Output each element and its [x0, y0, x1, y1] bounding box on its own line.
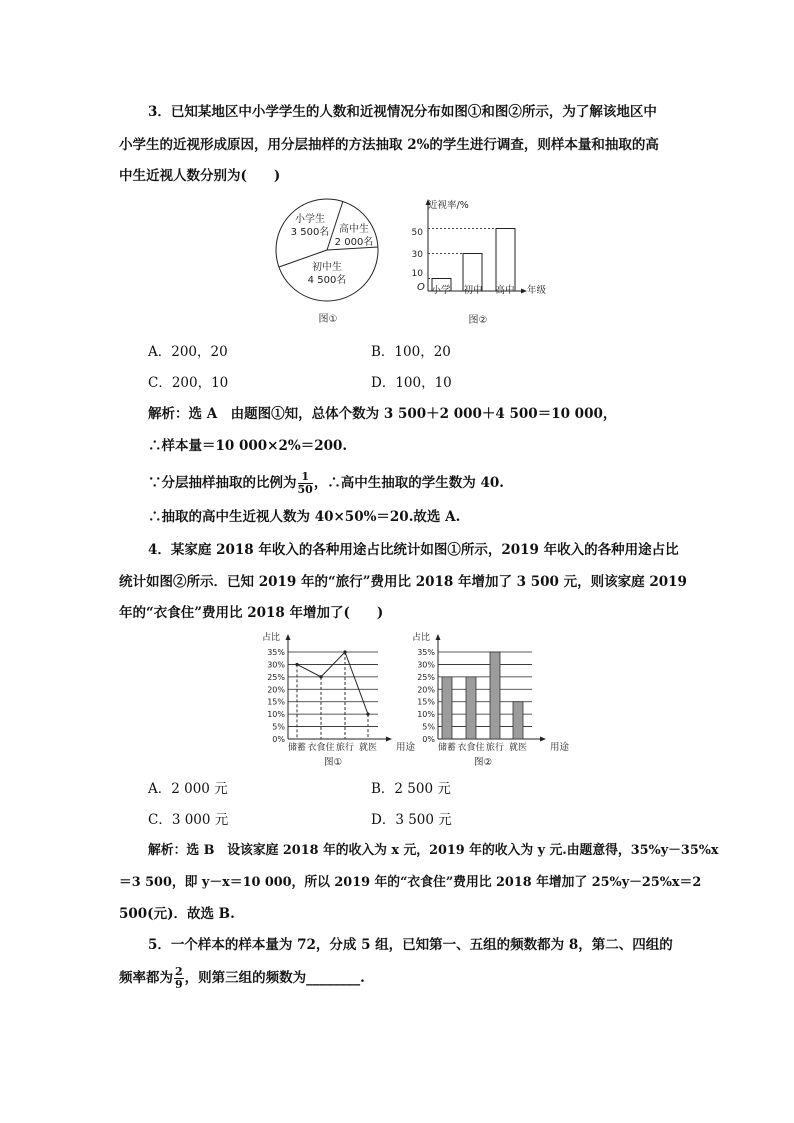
q3-tick-label: 50	[411, 228, 423, 238]
tick-label: 25%	[267, 672, 285, 682]
y-axis-label: 近视率/%	[428, 200, 469, 211]
category-label: 储蓄	[437, 743, 457, 753]
q4-line2: 统计如图②所示．已知 2019 年的“旅行”费用比 2018 年增加了 3 500 元，则该家庭 2019	[119, 574, 687, 590]
q4-option-b: B．2 500 元	[371, 781, 451, 797]
category-label: 就医	[358, 743, 378, 753]
tick-label: 15%	[267, 697, 285, 707]
chart-caption: 图②	[473, 757, 493, 768]
q3-solution-line3: ∵分层抽样抽取的比例为 $\frac{1}{50}$ ，∴高中生抽取的学生数为 40.	[148, 470, 504, 496]
q3-option-c: C．200，10	[148, 375, 229, 391]
q3-solution-line2: ∴样本量＝10 000×2%＝200.	[148, 438, 348, 454]
q3-line1: 3．已知某地区中小学学生的人数和近视情况分布如图①和图②所示，为了解该地区中	[148, 104, 657, 120]
tick-label: 20%	[267, 685, 285, 695]
q4-option-a: A．2 000 元	[148, 781, 228, 797]
tick-label: 30%	[267, 660, 285, 670]
tick-label: 25%	[417, 672, 435, 682]
bar	[466, 677, 476, 739]
x-axis-arrow	[386, 737, 392, 742]
y-axis-arrow	[286, 634, 291, 640]
y-axis-label: 占比	[412, 633, 431, 643]
tick-label: 15%	[417, 697, 435, 707]
q5-line2: 频率都为 $\frac{2}{9}$ ，则第三组的频数为________.	[119, 965, 365, 991]
tick-label: 10%	[267, 710, 285, 720]
x-axis-label: 用途	[550, 742, 570, 753]
chart-caption: 图①	[323, 757, 343, 768]
q4-solution-line3: 500(元)．故选 B.	[119, 906, 235, 922]
data-point	[343, 650, 346, 653]
tick-label: 5%	[272, 722, 285, 732]
category-label: 旅行	[485, 743, 505, 753]
bar-caption: 图②	[468, 315, 488, 326]
q3-option-d: D．100，10	[371, 375, 452, 391]
tick-label: 30%	[417, 660, 435, 670]
pie-label-primary: 小学生	[295, 214, 325, 225]
category-label: 就医	[508, 743, 528, 753]
q3-option-b: B．100，20	[371, 344, 451, 360]
q3-tick-label: 10	[411, 269, 423, 279]
pie-count-high: 2 000名	[334, 237, 374, 248]
origin-label: O	[417, 282, 425, 293]
q3-tick-label: 30	[411, 250, 423, 260]
q4-solution-line2: ＝3 500，即 y－x＝10 000，所以 2019 年的“衣食住”费用比 2018 年增加了 25%y－25%x＝2	[119, 875, 702, 890]
q4-line-chart	[250, 630, 420, 772]
bar	[496, 229, 515, 292]
pie-caption: 图①	[318, 314, 338, 325]
category-label: 旅行	[335, 743, 355, 753]
q3-bar-chart	[410, 195, 560, 330]
data-point	[319, 675, 322, 678]
pie-label-middle: 初中生	[312, 262, 342, 273]
q4-line1: 4．某家庭 2018 年收入的各种用途占比统计如图①所示，2019 年收入的各种用途占比	[148, 542, 679, 558]
q3-line2: 小学生的近视形成原因，用分层抽样的方法抽取 2%的学生进行调查，则样本量和抽取的高	[119, 137, 659, 153]
y-axis-arrow	[436, 634, 441, 640]
q3-solution-line1: 解析：选 A 由题图①知，总体个数为 3 500＋2 000＋4 500＝10 000，	[148, 406, 617, 422]
category-label: 衣食住	[307, 743, 335, 753]
bar	[490, 652, 500, 739]
tick-label: 35%	[417, 648, 435, 657]
x-axis-arrow	[540, 737, 546, 742]
q4-solution-line1: 解析：选 B 设该家庭 2018 年的收入为 x 元，2019 年的收入为 y 元.由题意得，35%y－35%x	[148, 843, 719, 858]
q3-pie-chart	[270, 190, 390, 330]
data-point	[295, 663, 298, 666]
x-axis-label: 用途	[396, 742, 416, 753]
tick-label: 10%	[417, 710, 435, 720]
fraction: $\frac{1}{50}$	[297, 470, 313, 496]
data-point	[366, 713, 369, 716]
y-axis-label: 占比	[262, 633, 281, 643]
q3-cat-label: 小学	[431, 285, 451, 296]
x-axis-label: 年级	[527, 285, 547, 296]
tick-label: 5%	[422, 722, 435, 732]
fraction: $\frac{2}{9}$	[175, 965, 183, 991]
q4-bar-chart	[400, 630, 575, 772]
q4-line3: 年的“衣食住”费用比 2018 年增加了( )	[119, 605, 384, 621]
bar	[513, 702, 523, 739]
q3-option-a: A．200，20	[148, 344, 228, 360]
q4-option-d: D．3 500 元	[371, 812, 452, 828]
q5-line1: 5．一个样本的样本量为 72，分成 5 组，已知第一、五组的频数都为 8，第二、四组的	[148, 937, 673, 953]
q3-cat-label: 高中	[495, 285, 515, 296]
tick-label: 0%	[272, 735, 285, 744]
pie-count-primary: 3 500名	[290, 227, 330, 238]
pie-label-high: 高中生	[339, 224, 369, 235]
q4-option-c: C．3 000 元	[148, 812, 229, 828]
bar	[442, 677, 452, 739]
tick-label: 0%	[422, 735, 435, 744]
tick-label: 20%	[417, 685, 435, 695]
category-label: 储蓄	[287, 743, 307, 753]
tick-label: 35%	[267, 648, 285, 657]
series-line	[297, 652, 368, 714]
q3-solution-line4: ∴抽取的高中生近视人数为 40×50%＝20.故选 A.	[148, 509, 461, 525]
category-label: 衣食住	[457, 743, 485, 753]
pie-count-middle: 4 500名	[307, 275, 347, 286]
q3-line3: 中生近视人数分别为( )	[119, 168, 281, 184]
q3-cat-label: 初中	[463, 285, 483, 296]
